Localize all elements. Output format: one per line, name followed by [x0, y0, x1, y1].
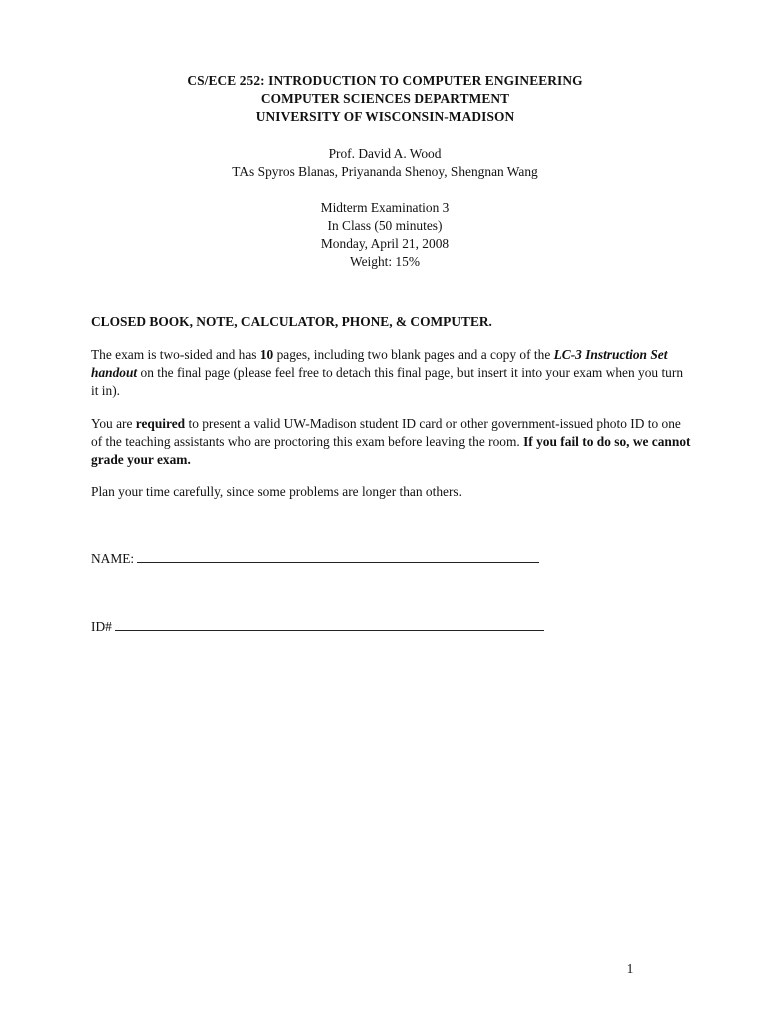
name-label: NAME: [91, 551, 135, 566]
professor-name: Prof. David A. Wood [328, 146, 442, 161]
ta-names: TAs Spyros Blanas, Priyananda Shenoy, Shengnan Wang [232, 164, 538, 179]
exam-pages-paragraph [91, 346, 691, 400]
department-title: COMPUTER SCIENCES DEPARTMENT [260, 91, 510, 106]
plan-time-paragraph: Plan your time carefully, since some problems are longer than others. [91, 484, 462, 499]
exam-header [0, 72, 770, 271]
name-field [91, 550, 539, 568]
exam-pages-text-1: The exam is two-sided and has [91, 347, 260, 362]
grading-warning: If you fail to do so, we cannot grade your exam. [91, 434, 691, 467]
university-title: UNIVERSITY OF WISCONSIN-MADISON [255, 109, 515, 124]
closed-book-notice: CLOSED BOOK, NOTE, CALCULATOR, PHONE, & COMPUTER. [91, 314, 492, 329]
page-number: 1 [626, 961, 634, 976]
name-blank-line[interactable] [137, 550, 539, 563]
exam-pages-text-3: on the final page (please feel free to detach this final page, but insert it into your exam when you turn it in). [91, 365, 684, 398]
id-label: ID# [91, 619, 112, 634]
exam-date: Monday, April 21, 2008 [320, 236, 450, 251]
exam-pages-text-2: pages, including two blank pages and a copy of the [273, 347, 554, 362]
exam-weight: Weight: 15% [350, 254, 420, 269]
pages-count: 10 [259, 347, 274, 362]
exam-format: In Class (50 minutes) [327, 218, 443, 233]
id-requirement-text-1: You are [91, 416, 136, 431]
id-blank-line[interactable] [115, 618, 544, 631]
exam-title: Midterm Examination 3 [320, 200, 450, 215]
id-field [91, 618, 544, 636]
handout-name: LC-3 Instruction Set handout [91, 347, 668, 380]
required-emphasis: required [135, 416, 186, 431]
id-requirement-paragraph [91, 415, 691, 469]
course-title: CS/ECE 252: INTRODUCTION TO COMPUTER ENGINEERING [187, 73, 583, 88]
id-requirement-text-2: to present a valid UW-Madison student ID card or other government-issued photo ID to one of the teaching assistants who are proctoring this exam before leaving the room. [91, 416, 681, 449]
